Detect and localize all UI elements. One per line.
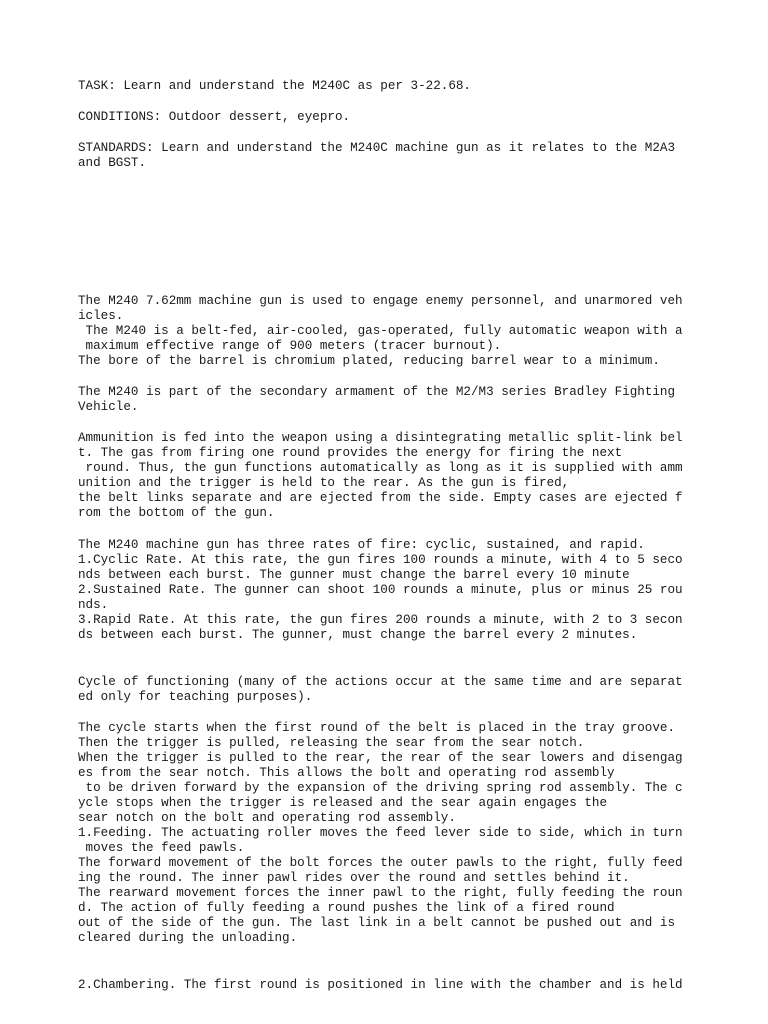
text-line: ds between each burst. The gunner, must change the barrel every 2 minutes. (78, 628, 638, 642)
text-line: The bore of the barrel is chromium plated, reducing barrel wear to a minimum. (78, 354, 660, 368)
text-line: 1.Cyclic Rate. At this rate, the gun fires 100 rounds a minute, with 4 to 5 seco (78, 553, 683, 567)
text-line: es from the sear notch. This allows the bolt and operating rod assembly (78, 766, 615, 780)
text-line: nds. (78, 598, 109, 612)
text-line: The cycle starts when the first round of the belt is placed in the tray groove. (78, 721, 676, 735)
text-line: out of the side of the gun. The last link in a belt cannot be pushed out and is (78, 916, 676, 930)
text-line: unition and the trigger is held to the rear. As the gun is fired, (78, 476, 570, 490)
text-line: maximum effective range of 900 meters (tracer burnout). (78, 339, 502, 353)
text-line: The rearward movement forces the inner pawl to the right, fully feeding the roun (78, 886, 683, 900)
text-line: The forward movement of the bolt forces the outer pawls to the right, fully feed (78, 856, 683, 870)
text-line: Vehicle. (78, 400, 139, 414)
text-line: icles. (78, 309, 124, 323)
text-line: CONDITIONS: Outdoor dessert, eyepro. (78, 110, 351, 124)
text-line: ed only for teaching purposes). (78, 690, 313, 704)
text-line: Ammunition is fed into the weapon using a disintegrating metallic split-link bel (78, 431, 683, 445)
text-line: The M240 7.62mm machine gun is used to engage enemy personnel, and unarmored veh (78, 294, 683, 308)
text-line: The M240 is part of the secondary armament of the M2/M3 series Bradley Fighting (78, 385, 676, 399)
text-line: and BGST. (78, 156, 147, 170)
text-line: The M240 is a belt-fed, air-cooled, gas-operated, fully automatic weapon with a (78, 324, 683, 338)
text-line: 2.Chambering. The first round is positioned in line with the chamber and is held (78, 978, 683, 992)
text-line: TASK: Learn and understand the M240C as per 3-22.68. (78, 79, 471, 93)
text-line: Then the trigger is pulled, releasing the sear from the sear notch. (78, 736, 585, 750)
text-line: ycle stops when the trigger is released and the sear again engages the (78, 796, 608, 810)
text-line: ing the round. The inner pawl rides over the round and settles behind it. (78, 871, 630, 885)
text-line: round. Thus, the gun functions automatically as long as it is supplied with amm (78, 461, 683, 475)
text-line: 3.Rapid Rate. At this rate, the gun fires 200 rounds a minute, with 2 to 3 secon (78, 613, 683, 627)
text-line: moves the feed pawls. (78, 841, 245, 855)
text-line: to be driven forward by the expansion of the driving spring rod assembly. The c (78, 781, 683, 795)
text-line: Cycle of functioning (many of the actions occur at the same time and are separat (78, 675, 683, 689)
text-line: STANDARDS: Learn and understand the M240C machine gun as it relates to the M2A3 (78, 141, 676, 155)
text-line: cleared during the unloading. (78, 931, 298, 945)
text-line: the belt links separate and are ejected from the side. Empty cases are ejected f (78, 491, 683, 505)
text-line: d. The action of fully feeding a round pushes the link of a fired round (78, 901, 615, 915)
text-line: nds between each burst. The gunner must change the barrel every 10 minute (78, 568, 630, 582)
text-line: 1.Feeding. The actuating roller moves the feed lever side to side, which in turn (78, 826, 683, 840)
text-line: The M240 machine gun has three rates of fire: cyclic, sustained, and rapid. (78, 538, 645, 552)
text-line: 2.Sustained Rate. The gunner can shoot 100 rounds a minute, plus or minus 25 rou (78, 583, 683, 597)
text-line: rom the bottom of the gun. (78, 506, 275, 520)
text-line: sear notch on the bolt and operating rod assembly. (78, 811, 456, 825)
text-line: t. The gas from firing one round provides the energy for firing the next (78, 446, 623, 460)
text-line: When the trigger is pulled to the rear, the rear of the sear lowers and disengag (78, 751, 683, 765)
